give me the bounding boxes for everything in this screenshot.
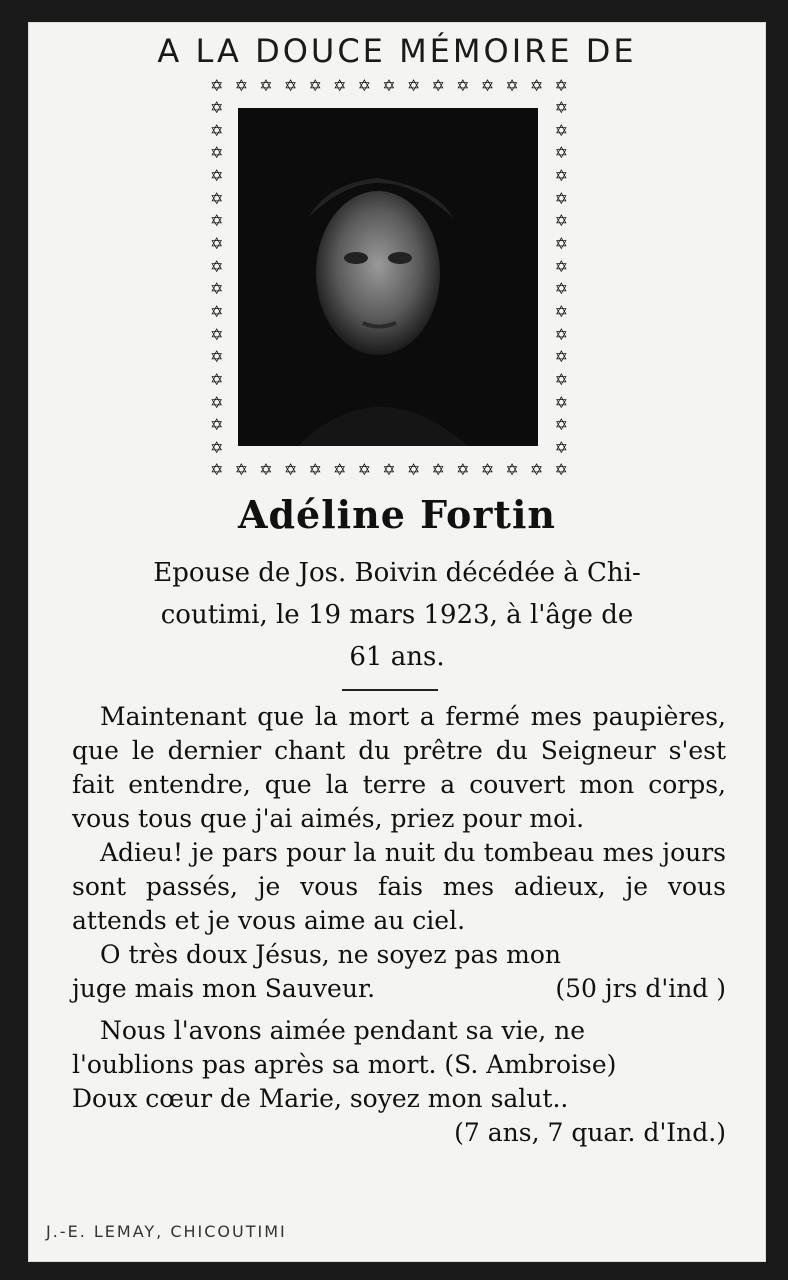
star-ornament-icon: ✡	[529, 76, 544, 95]
star-ornament-icon: ✡	[554, 460, 568, 479]
star-ornament-icon: ✡	[210, 460, 224, 479]
star-ornament-icon: ✡	[554, 98, 568, 117]
star-ornament-icon: ✡	[283, 460, 298, 479]
star-ornament-icon: ✡	[210, 369, 224, 389]
star-ornament-icon: ✡	[554, 279, 568, 299]
epitaph-line: coutimi, le 19 mars 1923, à l'âge de	[160, 600, 634, 630]
star-border-left	[210, 100, 223, 456]
prayer-line: juge mais mon Sauveur.	[72, 974, 376, 1003]
star-ornament-icon: ✡	[554, 369, 568, 389]
star-ornament-icon: ✡	[554, 120, 568, 140]
prayer-text	[72, 700, 726, 1150]
star-ornament-icon: ✡	[210, 233, 224, 253]
star-ornament-icon: ✡	[505, 76, 519, 95]
star-ornament-icon: ✡	[554, 165, 568, 185]
star-ornament-icon: ✡	[357, 76, 372, 95]
star-ornament-icon: ✡	[382, 76, 396, 95]
star-ornament-icon: ✡	[480, 76, 495, 95]
star-ornament-icon: ✡	[480, 460, 495, 479]
star-ornament-icon: ✡	[456, 76, 470, 95]
star-ornament-icon: ✡	[554, 188, 568, 208]
star-ornament-icon: ✡	[259, 460, 273, 479]
star-ornament-icon: ✡	[505, 460, 519, 479]
star-ornament-icon: ✡	[406, 76, 421, 95]
portrait-photo	[238, 108, 538, 446]
epitaph	[58, 552, 736, 678]
star-ornament-icon: ✡	[210, 188, 224, 208]
star-ornament-icon: ✡	[210, 143, 224, 163]
star-border-top	[210, 78, 568, 94]
epitaph-line: Epouse de Jos. Boivin décédée à Chi-	[153, 558, 641, 588]
star-ornament-icon: ✡	[431, 76, 445, 95]
star-ornament-icon: ✡	[210, 301, 224, 321]
star-ornament-icon: ✡	[554, 415, 568, 435]
star-ornament-icon: ✡	[431, 460, 445, 479]
prayer-line-row	[72, 972, 726, 1006]
star-ornament-icon: ✡	[456, 460, 470, 479]
star-ornament-icon: ✡	[554, 233, 568, 253]
star-ornament-icon: ✡	[210, 415, 224, 435]
star-ornament-icon: ✡	[554, 437, 568, 457]
prayer-paragraph: Adieu! je pars pour la nuit du tombeau mes jours sont passés, je vous fais mes adieux, je vous attends et je vous aime au ciel.	[72, 838, 726, 935]
star-ornament-icon: ✡	[210, 279, 224, 299]
star-ornament-icon: ✡	[529, 460, 544, 479]
star-ornament-icon: ✡	[554, 211, 568, 231]
star-ornament-icon: ✡	[210, 120, 224, 140]
prayer-paragraph: Maintenant que la mort a fermé mes paupières, que le dernier chant du prêtre du Seigneur s'est fait entendre, que la terre a couvert mon corps, vous tous que j'ai aimés, priez pour moi.	[72, 702, 726, 833]
prayer-line: O très doux Jésus, ne soyez pas mon	[100, 940, 561, 969]
star-ornament-icon: ✡	[210, 165, 224, 185]
divider	[342, 689, 438, 691]
star-ornament-icon: ✡	[210, 392, 224, 412]
star-ornament-icon: ✡	[382, 460, 396, 479]
star-ornament-icon: ✡	[210, 211, 224, 231]
card-header: A LA DOUCE MÉMOIRE DE	[157, 32, 637, 70]
memorial-card	[28, 22, 766, 1262]
indulgence-note: (7 ans, 7 quar. d'Ind.)	[454, 1118, 726, 1147]
prayer-line: l'oublions pas après sa mort. (S. Ambroise)	[72, 1050, 617, 1079]
star-ornament-icon: ✡	[554, 143, 568, 163]
star-ornament-icon: ✡	[210, 347, 224, 367]
star-ornament-icon: ✡	[554, 392, 568, 412]
star-ornament-icon: ✡	[406, 460, 421, 479]
star-ornament-icon: ✡	[210, 437, 224, 457]
deceased-name: Adéline Fortin	[237, 492, 557, 537]
star-ornament-icon: ✡	[234, 460, 249, 479]
star-ornament-icon: ✡	[210, 324, 224, 344]
star-ornament-icon: ✡	[210, 98, 224, 117]
star-ornament-icon: ✡	[554, 324, 568, 344]
portrait-image	[238, 108, 538, 446]
star-ornament-icon: ✡	[554, 301, 568, 321]
star-ornament-icon: ✡	[210, 76, 224, 95]
star-ornament-icon: ✡	[308, 76, 322, 95]
star-ornament-icon: ✡	[259, 76, 273, 95]
prayer-line: Nous l'avons aimée pendant sa vie, ne	[100, 1016, 586, 1045]
star-ornament-icon: ✡	[554, 347, 568, 367]
star-ornament-icon: ✡	[210, 256, 224, 276]
star-border-bottom	[210, 462, 568, 478]
indulgence-note: (50 jrs d'ind )	[555, 974, 726, 1003]
printer-imprint: J.-E. LEMAY, CHICOUTIMI	[46, 1222, 287, 1241]
prayer-line: Doux cœur de Marie, soyez mon salut..	[72, 1084, 569, 1113]
epitaph-line: 61 ans.	[349, 642, 445, 672]
star-border-right	[555, 100, 568, 456]
star-ornament-icon: ✡	[357, 460, 372, 479]
star-ornament-icon: ✡	[554, 256, 568, 276]
star-ornament-icon: ✡	[234, 76, 249, 95]
star-ornament-icon: ✡	[333, 460, 347, 479]
star-ornament-icon: ✡	[333, 76, 347, 95]
star-ornament-icon: ✡	[308, 460, 322, 479]
star-ornament-icon: ✡	[283, 76, 298, 95]
star-ornament-icon: ✡	[554, 76, 568, 95]
portrait-frame	[210, 78, 568, 478]
